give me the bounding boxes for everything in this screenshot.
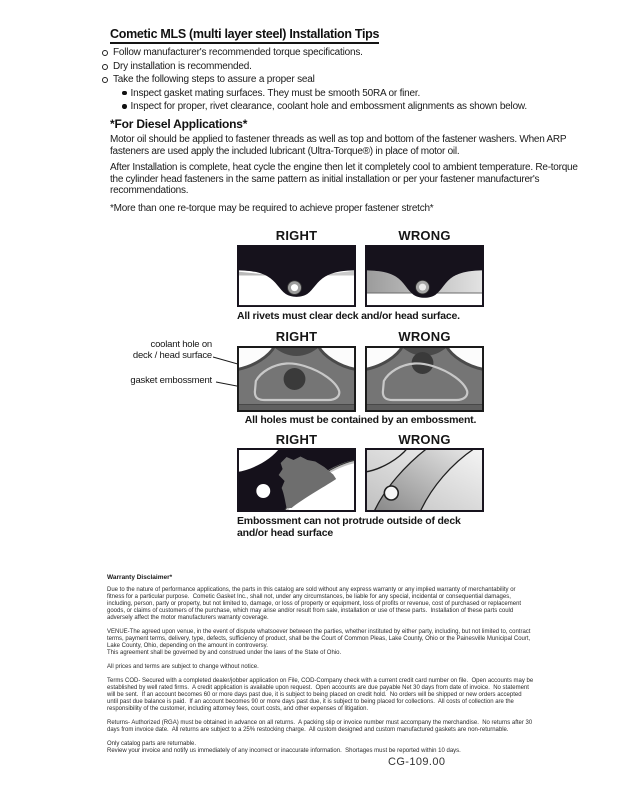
warranty-paragraph: This agreement shall be governed by and construed under the laws of the State of Ohio. [107,650,342,656]
row3-caption: Embossment can not protrude outside of deck and/or head surface [237,515,461,539]
diagram-embossment-wrong [365,346,484,412]
page-title: Cometic MLS (multi layer steel) Installation Tips [110,27,379,44]
row3-right-label: RIGHT [275,432,318,447]
list-item [102,60,602,74]
tip-text: Follow manufacturer's recommended torque specifications. [113,47,363,58]
row1-right-label: RIGHT [275,228,318,243]
tips-list [102,46,602,114]
title-block [110,25,379,44]
warranty-paragraph: Only catalog parts are returnable. [107,741,197,747]
warranty-paragraph: VENUE-The agreed upon venue, in the event of dispute whatsoever between the parties, whether instituted by either party, including, but not limited to, contract terms, payment terms, delivery, type, defects, sufficiency of product, shall be the Court of Common Pleas, Lake County, Ohio or the Painesville Municipal Court, Lake County, Ohio, depending on the amount in controversy. [107,629,533,649]
sub-bullet-icon [122,104,127,109]
sub-bullet-icon [122,91,127,96]
diagram-deckedge-right [237,448,356,512]
coolant-hole-icon [284,368,306,390]
warranty-paragraph: Due to the nature of performance applications, the parts in this catalog are sold without any express warranty or any implied warranty of merchantability or fitness for a particular purpose. Cometic Gasket Inc., shall not, under any circumstances, be liable for any special, incidental or consequential damages, including, person, party or property, but not limited to, damage, or loss of property or equipment, loss of profits or revenue, cost of purchased or replacement goods, or claims of customers of the purchase, which may arise and/or result from sale, installation or use of these parts. Installation of these parts could adversely affect the motor manufacturers warranty coverage. [107,587,523,621]
list-item [122,100,602,114]
tip-text: Inspect gasket mating surfaces. They must be smooth 50RA or finer. [130,87,421,99]
diesel-paragraph-1: Motor oil should be applied to fastener threads as well as top and bottom of the fastener washers. When ARP fasteners are used apply the included lubricant (Ultra-Torque®) in place of motor oil. [110,134,569,157]
diagram-rivet-wrong-svg [365,245,484,307]
gasket-embossment-label: gasket embossment [130,375,212,386]
warranty-paragraph: All prices and terms are subject to change without notice. [107,664,259,670]
diagram-embossment-wrong-svg [365,346,484,412]
diagram-deckedge-wrong [365,448,484,512]
tip-text: Inspect for proper, rivet clearance, coolant hole and embossment alignments as shown below. [130,101,527,112]
row2-right-label: RIGHT [275,329,318,344]
diesel-paragraph-2: After Installation is complete, heat cycle the engine then let it completely cool to ambient temperature. Re-torque the cylinder head fasteners in the same pattern as initial installation or per your fastener manufacturer's recommendations. [110,162,581,197]
tip-text: Dry installation is recommended. [113,60,252,72]
row1-wrong-label: WRONG [398,228,451,243]
list-item [102,46,602,60]
bolt-hole-icon [384,486,398,500]
row3-wrong-label: WRONG [398,432,451,447]
warranty-paragraph: Returns- Authorized (RGA) must be obtained in advance on all returns. A packing slip or invoice number must accompany the merchandise. No returns after 30 days from invoice date. All returns are subject to a 25% restocking charge. All custom designed and custom manufactured gaskets are non-returnable. [107,720,534,733]
diagram-embossment-right [237,346,356,412]
diagram-deckedge-right-svg [237,448,356,512]
diesel-heading: *For Diesel Applications* [110,117,248,131]
page-code: CG-109.00 [388,756,446,768]
tip-text: Take the following steps to assure a proper seal [113,74,315,85]
list-item [102,73,602,87]
warranty-section [107,574,534,755]
warranty-paragraph: Terms COD- Secured with a completed dealer/jobber application on File, COD-Company check with a current credit card number on file. Open accounts may be established by well rated firms. A credit application is available upon request. Open accounts are due payable Net 30 days from date of invoice. No statement will be sent. If an account becomes 60 or more days past due, it is subject to being placed on credit hold. No orders will be shipped or new orders accepted until past due balance is paid. If an account becomes 90 or more days past due, it is subject to being placed for collections. All costs of collection are the responsibility of the customer, including attorney fees, court costs, and other expenses of litigation. [107,678,535,712]
bullet-icon [102,77,108,83]
diagram-embossment-right-svg [237,346,356,412]
row2-wrong-label: WRONG [398,329,451,344]
diesel-note: *More than one re-torque may be required to achieve proper fastener stretch* [110,203,434,214]
diagram-rivet-wrong [365,245,484,307]
diagram-rivet-right-svg [237,245,356,307]
bullet-icon [102,64,108,70]
list-item [122,87,602,101]
diagram-deckedge-wrong-svg [365,448,484,512]
bolt-hole-icon [256,484,270,498]
warranty-heading: Warranty Disclaimer* [107,574,173,581]
row1-caption: All rivets must clear deck and/or head surface. [237,310,460,322]
bullet-icon [102,50,108,56]
row2-caption: All holes must be contained by an embossment. [244,414,477,426]
coolant-hole-label: coolant hole on deck / head surface [132,339,212,361]
diagram-rivet-right [237,245,356,307]
warranty-paragraph: Review your invoice and notify us immediately of any incorrect or inaccurate information. Shortages must be reported within 10 days. [107,748,461,754]
